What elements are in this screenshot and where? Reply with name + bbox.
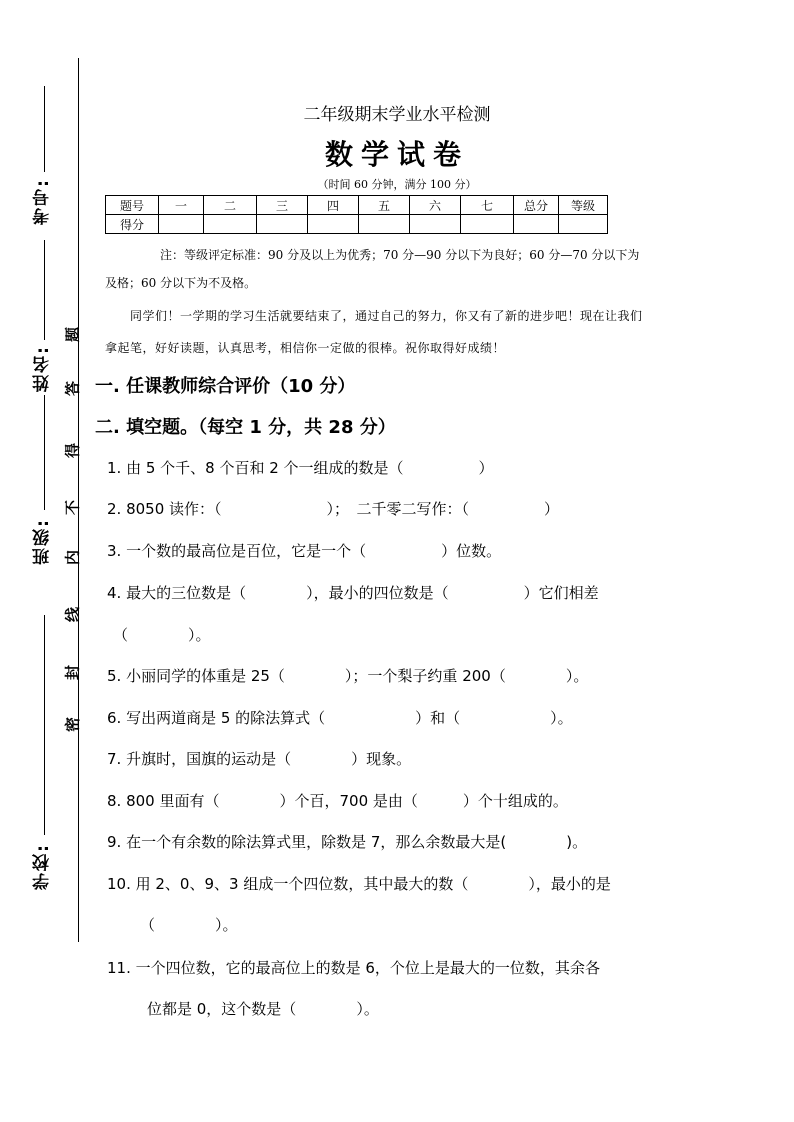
score-cell: 二: [204, 196, 257, 215]
exam-title: 数学试卷: [324, 138, 469, 171]
score-blank[interactable]: [461, 215, 514, 234]
score-cell: 六: [410, 196, 461, 215]
question-4-continued: （ ）。: [113, 626, 211, 644]
seal-char-5: 内: [63, 550, 82, 566]
exam-subtitle: 二年级期末学业水平检测: [303, 105, 491, 125]
question-11-continued: 位都是 0，这个数是（ ）。: [147, 1000, 379, 1018]
section-2-heading: 二. 填空题。（每空 1 分，共 28 分）: [95, 417, 396, 438]
seal-char-6: 线: [63, 607, 82, 623]
time-note: （时间 60 分钟，满分 100 分）: [317, 178, 477, 191]
score-cell: 三: [257, 196, 308, 215]
xuexiao-label: 学校:: [33, 843, 53, 890]
score-blank[interactable]: [559, 215, 608, 234]
banji-label: 班级:: [33, 518, 53, 565]
seal-char-7: 封: [63, 665, 82, 681]
question-3: 3. 一个数的最高位是百位，它是一个（ ）位数。: [107, 542, 502, 560]
score-blank[interactable]: [257, 215, 308, 234]
seal-char-4: 不: [63, 500, 82, 516]
score-blank[interactable]: [514, 215, 559, 234]
xingming-label: 姓名:: [33, 345, 53, 392]
score-blank[interactable]: [308, 215, 359, 234]
question-4: 4. 最大的三位数是（ ），最小的四位数是（ ）它们相差: [107, 584, 599, 602]
score-cell: 等级: [559, 196, 608, 215]
score-cell: 得分: [106, 215, 159, 234]
grading-note-line1: 注：等级评定标准：90 分及以上为优秀；70 分—90 分以下为良好；60 分—70 分以下为: [160, 248, 640, 262]
xingming-blank-line: [44, 240, 45, 340]
question-10-continued: （ ）。: [140, 916, 238, 934]
score-blank[interactable]: [410, 215, 461, 234]
banji-blank-line: [44, 395, 45, 510]
question-5: 5. 小丽同学的体重是 25（ ）；一个梨子约重 200（ ）。: [107, 667, 589, 685]
score-blank[interactable]: [159, 215, 204, 234]
question-10: 10. 用 2、0、9、3 组成一个四位数，其中最大的数（ ），最小的是: [107, 875, 611, 893]
score-blank[interactable]: [204, 215, 257, 234]
grading-note-line2: 及格；60 分以下为不及格。: [105, 276, 257, 290]
score-table-header-row: [106, 196, 608, 215]
score-cell: 一: [159, 196, 204, 215]
score-table: [105, 195, 608, 234]
xuexiao-blank-line: [44, 615, 45, 835]
seal-char-2: 答: [63, 381, 82, 397]
intro-line2: 拿起笔，好好读题，认真思考，相信你一定做的很棒。祝你取得好成绩！: [105, 341, 506, 355]
score-cell: 五: [359, 196, 410, 215]
question-1: 1. 由 5 个千、8 个百和 2 个一组成的数是（ ）: [107, 459, 494, 477]
score-table-score-row: [106, 215, 608, 234]
seal-char-1: 题: [63, 327, 82, 343]
question-11: 11. 一个四位数，它的最高位上的数是 6，个位上是最大的一位数，其余各: [107, 959, 600, 977]
question-9: 9. 在一个有余数的除法算式里，除数是 7，那么余数最大是( )。: [107, 833, 588, 851]
score-blank[interactable]: [359, 215, 410, 234]
section-1-heading: 一. 任课教师综合评价（10 分）: [95, 376, 356, 397]
score-cell: 四: [308, 196, 359, 215]
score-cell: 总分: [514, 196, 559, 215]
question-6: 6. 写出两道商是 5 的除法算式（ ）和（ ）。: [107, 709, 573, 727]
score-cell: 题号: [106, 196, 159, 215]
kaohao-label: 考号:: [33, 178, 53, 225]
intro-line1: 同学们！一学期的学习生活就要结束了，通过自己的努力，你又有了新的进步吧！现在让我们: [130, 309, 643, 323]
question-7: 7. 升旗时，国旗的运动是（ ）现象。: [107, 750, 412, 768]
seal-char-8: 密: [63, 717, 82, 733]
question-8: 8. 800 里面有（ ）个百，700 是由（ ）个十组成的。: [107, 792, 568, 810]
seal-char-3: 得: [63, 443, 82, 459]
score-cell: 七: [461, 196, 514, 215]
question-2: 2. 8050 读作：（ ）； 二千零二写作：（ ）: [107, 500, 560, 518]
